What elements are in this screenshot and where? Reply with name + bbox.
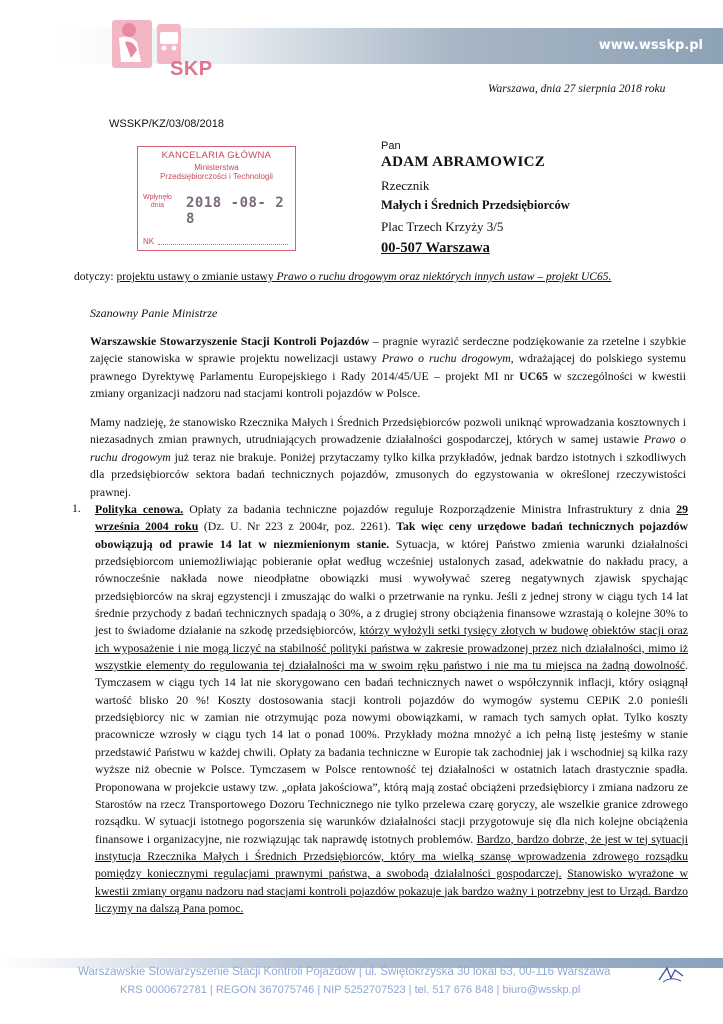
paragraph-2-text-a: Mamy nadzieję, że stanowisko Rzecznika Małych i Średnich Przedsiębiorców pozwoli uniknąć wprowadzania kosztownych i niezasadnych zmian prawnych, utrudniających prowadzenie działalności gospodarczej, których w samej ustawie: [90, 415, 686, 447]
item-underlined-3: Stanowisko wyrażone w kwestii zmiany organu nadzoru nad stacjami kontroli pojazdów pokazuje jak bardzo ważny i potrzebny jest to Urząd. Bardzo liczymy na dalszą Pana pomoc.: [95, 866, 689, 915]
item-text-2: (Dz. U. Nr 223 z 2004r, poz. 2261).: [198, 519, 397, 534]
reference-number: WSSKP/KZ/03/08/2018: [109, 118, 224, 130]
paragraph-1-project: UC65: [519, 368, 548, 383]
subject-law-title: Prawo o ruchu drogowym oraz niektórych innych ustaw – projekt UC65.: [276, 271, 612, 283]
item-underlined-1: którzy wyłożyli setki tysięcy złotych w budowę obiektów stacji oraz ich wyposażenie i nie mogą liczyć na stabilność polityki państwa w zakresie prowadzonej przez nich działalności, mimo iż wszystkie elementy do regulowania tej działalności ma w swoim ręku państwo i nie ma tu miejsca na żadną dowolność: [95, 623, 688, 673]
item-bold-statement: Tak więc ceny urzędowe badań technicznych pojazdów obowiązują od prawie 14 lat w niezmienionym stanie.: [95, 519, 688, 551]
organization-name: Warszawskie Stowarzyszenie Stacji Kontroli Pojazdów: [90, 334, 370, 348]
greeting: Szanowny Panie Ministrze: [90, 306, 218, 320]
footer-address: Warszawskie Stowarzyszenie Stacji Kontroli Pojazdów | ul. Świętokrzyska 30 lokal 63, 00-116 Warszawa: [78, 966, 611, 978]
addressee-title: Rzecznik: [381, 178, 430, 193]
subject-text: projektu ustawy o zmianie ustawy: [116, 271, 277, 283]
website-link[interactable]: www.wsskp.pl: [598, 38, 703, 53]
stamp-nk-line: [158, 244, 288, 245]
item-underlined-2: Bardzo, bardzo dobrze, że jest w tej sytuacji instytucja Rzecznika Małych i Średnich Przedsiębiorców, który ma wielką szansę wprowadzenia zdrowego rozsądku pomiędzy koniecznymi regulacjami prawnymi państwa, a swobodą działalności gospodarczej.: [95, 831, 688, 881]
addressee-salutation: Pan: [381, 140, 401, 152]
list-item: [95, 501, 688, 917]
stamp-line-1: KANCELARIA GŁÓWNA: [161, 150, 272, 161]
stamp-line-3: Przedsiębiorczości i Technologii: [160, 172, 273, 181]
received-stamp: [137, 146, 296, 251]
subject-line: [74, 271, 611, 283]
signature-icon: [657, 964, 685, 984]
paragraph-1-text-b: , wdrażającej do polskiego systemu prawnego Dyrektywę Parlamentu Europejskiego i Rady 2014/45/UE – projekt MI nr: [90, 351, 686, 383]
paragraph-1-law: Prawo o ruchu drogowym: [381, 351, 511, 366]
addressee-street: Plac Trzech Krzyży 3/5: [381, 219, 504, 234]
stamp-date: 2018 -08- 2 8: [186, 195, 285, 227]
stamp-received-label-2: dnia: [150, 202, 165, 209]
footer-registry: KRS 0000672781 | REGON 367075746 | NIP 5252707523 | tel. 517 676 848 | biuro@wsskp.pl: [120, 984, 581, 996]
stamp-received-label: [143, 194, 172, 210]
paragraph-2: [90, 414, 686, 501]
item-date: 29 września 2004 roku: [95, 502, 688, 534]
paragraph-1: [90, 333, 686, 403]
item-text-4: . Tymczasem w ciągu tych 14 lat nie skorygowano cen badań technicznych nawet o współczynnik inflacji, który osiągnął wartość blisko 20 %! Koszty dostosowania stacji kontroli pojazdów do wymogów systemu CEPiK 2.0 ponieśli przedsiębiorcy nic w zamian nie otrzymując poza nowymi obowiązkami, w ramach tych samych opłat. Tylko koszty pracownicze wzrosły w ciągu tych 14 lat o ponad 100%. Przykłady można mnożyć a ich pełną listę jesteśmy w stanie przedstawić Państwu w każdej chwili. Opłaty za badania techniczne w Europie tak zachodniej jak i wschodniej są kilka razy wyższe niż obecnie w Polsce. Tymczasem w Polsce rentowność tej działalności w ostatnich latach drastycznie spadła. Proponowana w projekcie ustawy tzw. „opłata jakościowa”, którą mają zostać obciążeni przedsiębiorcy i zmiana nadzoru ze Starostów na rzecz Transportowego Dozoru Technicznego nie tylko przelewa czarę goryczy, ale wszelkie granice zdrowego rozsądku. W sytuacji istotnego pogorszenia się warunków działalności stacji przygotowuje się dla nich kolejne obciążenia finansowe i organizacyjne, nie rozwiązując tak naprawdę istotnych problemów.: [95, 658, 688, 846]
stamp-received-label-1: Wpłynęło: [143, 194, 172, 201]
stamp-nk-label: NK: [143, 237, 155, 246]
subject-prefix: dotyczy:: [74, 271, 117, 283]
paragraph-1-text-a: – pragnie wyrazić serdeczne podziękowanie za rzetelne i szybkie zajęcie stanowiska w sprawie projektu nowelizacji ustawy: [90, 334, 686, 366]
date-line: Warszawa, dnia 27 sierpnia 2018 roku: [488, 83, 666, 95]
addressee-office: Małych i Średnich Przedsiębiorców: [381, 198, 570, 212]
addressee-name: ADAM ABRAMOWICZ: [381, 154, 546, 170]
paragraph-2-text-b: już teraz nie brakuje. Poniżej przytaczamy tylko kilka przykładów, jednak bardzo istotnych i szkodliwych dla przedsiębiorców sektora badań technicznych pojazdów, zmusonych do egzystowania w określonej rzeczywistości prawnej.: [90, 449, 687, 499]
paragraph-1-text-c: w szczególności w kwestii zmiany organizacji nadzoru nad stacjami kontroli pojazdów w Polsce.: [90, 368, 686, 401]
item-text-3: Sytuacja, w której Państwo zmienia warunki działalności przedsiębiorcom uniemożliwiając pobieranie opłat według wcześniej ustalonych zasad, adekwatnie do nakładu pracy, a równocześnie nakłada nowe nieodpłatne obowiązki musi wywoływać szereg negatywnych zjawisk spychając przedsiębiorców na skraj egzystencji i zmuszając do walki o przetrwanie na rynku. Jeśli z jednej strony w ciągu tych 14 lat średnie przychody z badań technicznych spadają o 30%, a z drugiej strony obciążenia finansowe wzrastają o kolejne 30% to jest to świadome działanie na szkodę przedsiębiorców,: [95, 536, 688, 638]
logo-text: SKP: [170, 58, 213, 80]
item-heading: Polityka cenowa.: [95, 502, 184, 516]
list-item-number: 1.: [72, 501, 81, 515]
addressee-city: 00-507 Warszawa: [381, 240, 490, 256]
paragraph-2-law: Prawo o ruchu drogowym: [90, 432, 687, 464]
stamp-line-2: Ministerstwa: [194, 163, 239, 172]
item-text-1: Opłaty za badania techniczne pojazdów reguluje Rozporządzenie Ministra Infrastruktury z dnia: [183, 502, 677, 516]
